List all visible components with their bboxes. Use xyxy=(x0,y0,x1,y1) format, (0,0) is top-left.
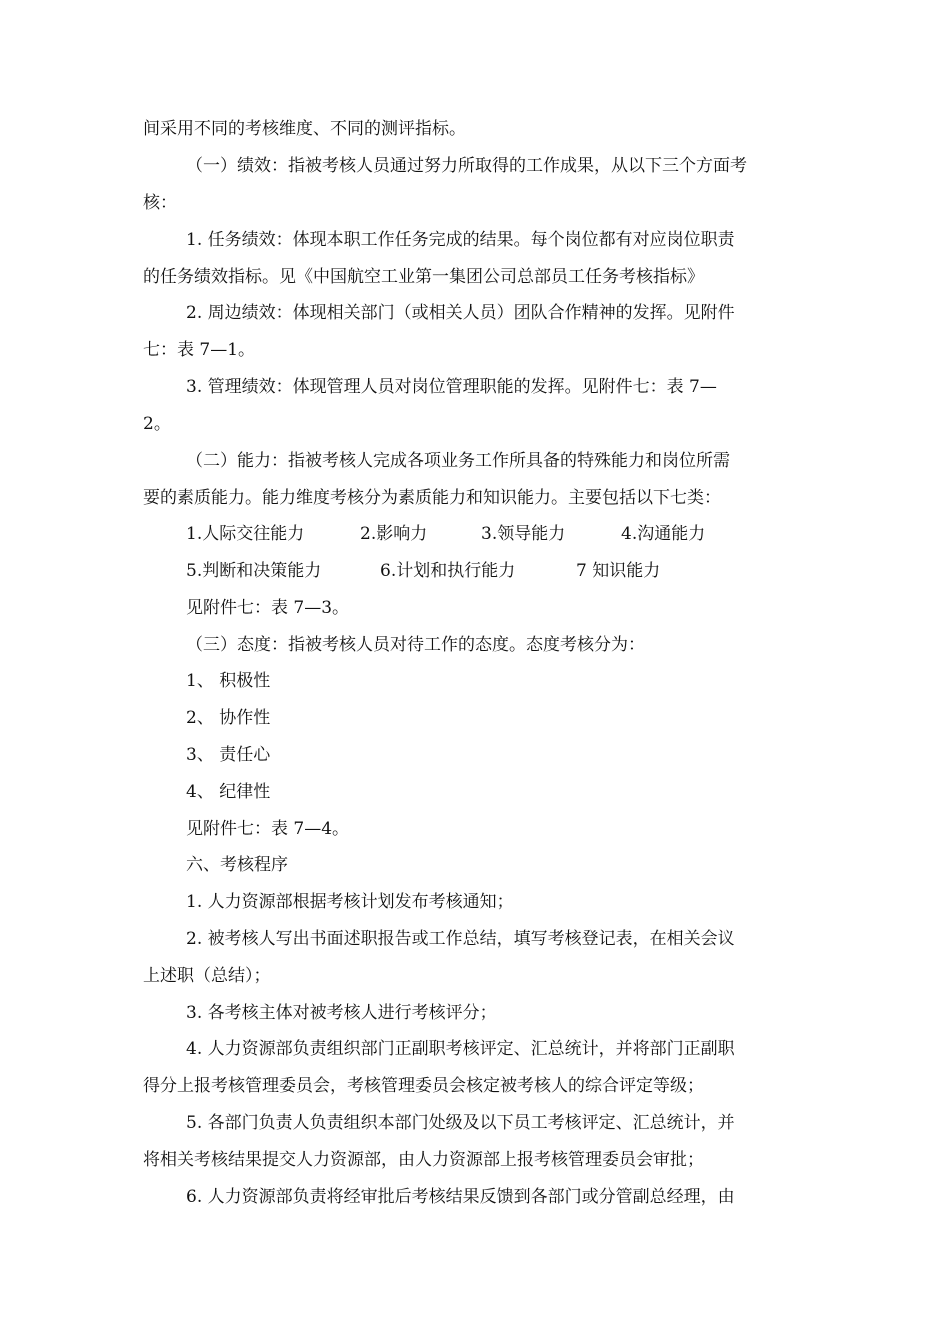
list-item: 3、 责任心 xyxy=(186,745,271,765)
paragraph-line: 核： xyxy=(143,193,177,213)
ability-list-row-1 xyxy=(186,523,705,545)
list-item: 2. 被考核人写出书面述职报告或工作总结，填写考核登记表，在相关会议 xyxy=(186,929,735,949)
list-item: 1. 任务绩效：体现本职工作任务完成的结果。每个岗位都有对应岗位职责 xyxy=(186,230,735,250)
list-item: 3. 各考核主体对被考核人进行考核评分； xyxy=(186,1003,497,1023)
section-heading-procedure: 六、考核程序 xyxy=(186,855,288,875)
list-item: 4. 人力资源部负责组织部门正副职考核评定、汇总统计，并将部门正副职 xyxy=(186,1039,735,1059)
ability-item: 2.影响力 xyxy=(360,524,428,544)
list-item: 2、 协作性 xyxy=(186,708,271,728)
ability-item: 4.沟通能力 xyxy=(621,524,706,544)
ability-item: 7 知识能力 xyxy=(576,561,661,581)
paragraph-line: 上述职（总结）； xyxy=(143,966,271,986)
section-heading-ability: （二）能力：指被考核人完成各项业务工作所具备的特殊能力和岗位所需 xyxy=(186,451,730,471)
list-item: 5. 各部门负责人负责组织本部门处级及以下员工考核评定、汇总统计，并 xyxy=(186,1113,735,1133)
list-item: 4、 纪律性 xyxy=(186,782,271,802)
paragraph-line: 见附件七：表 7—3。 xyxy=(186,598,350,618)
paragraph-line: 的任务绩效指标。见《中国航空工业第一集团公司总部员工任务考核指标》 xyxy=(143,267,704,287)
list-item: 2. 周边绩效：体现相关部门（或相关人员）团队合作精神的发挥。见附件 xyxy=(186,303,735,323)
paragraph-line: 间采用不同的考核维度、不同的测评指标。 xyxy=(143,119,466,139)
paragraph-line: 要的素质能力。能力维度考核分为素质能力和知识能力。主要包括以下七类： xyxy=(143,488,721,508)
list-item: 6. 人力资源部负责将经审批后考核结果反馈到各部门或分管副总经理，由 xyxy=(186,1187,735,1207)
ability-list-row-2 xyxy=(186,560,660,582)
paragraph-line: 得分上报考核管理委员会，考核管理委员会核定被考核人的综合评定等级； xyxy=(143,1076,704,1096)
list-item: 1、 积极性 xyxy=(186,671,271,691)
ability-item: 3.领导能力 xyxy=(481,524,566,544)
paragraph-line: 见附件七：表 7—4。 xyxy=(186,819,350,839)
list-item: 1. 人力资源部根据考核计划发布考核通知； xyxy=(186,892,514,912)
list-item: 3. 管理绩效：体现管理人员对岗位管理职能的发挥。见附件七：表 7— xyxy=(186,377,717,397)
paragraph-line: 七：表 7—1。 xyxy=(143,340,256,360)
ability-item: 6.计划和执行能力 xyxy=(380,561,516,581)
paragraph-line: 将相关考核结果提交人力资源部，由人力资源部上报考核管理委员会审批； xyxy=(143,1150,704,1170)
section-heading-performance: （一）绩效：指被考核人员通过努力所取得的工作成果，从以下三个方面考 xyxy=(186,156,747,176)
ability-item: 1.人际交往能力 xyxy=(186,524,305,544)
section-heading-attitude: （三）态度：指被考核人员对待工作的态度。态度考核分为： xyxy=(186,635,645,655)
ability-item: 5.判断和决策能力 xyxy=(186,561,322,581)
paragraph-line: 2。 xyxy=(143,414,171,434)
